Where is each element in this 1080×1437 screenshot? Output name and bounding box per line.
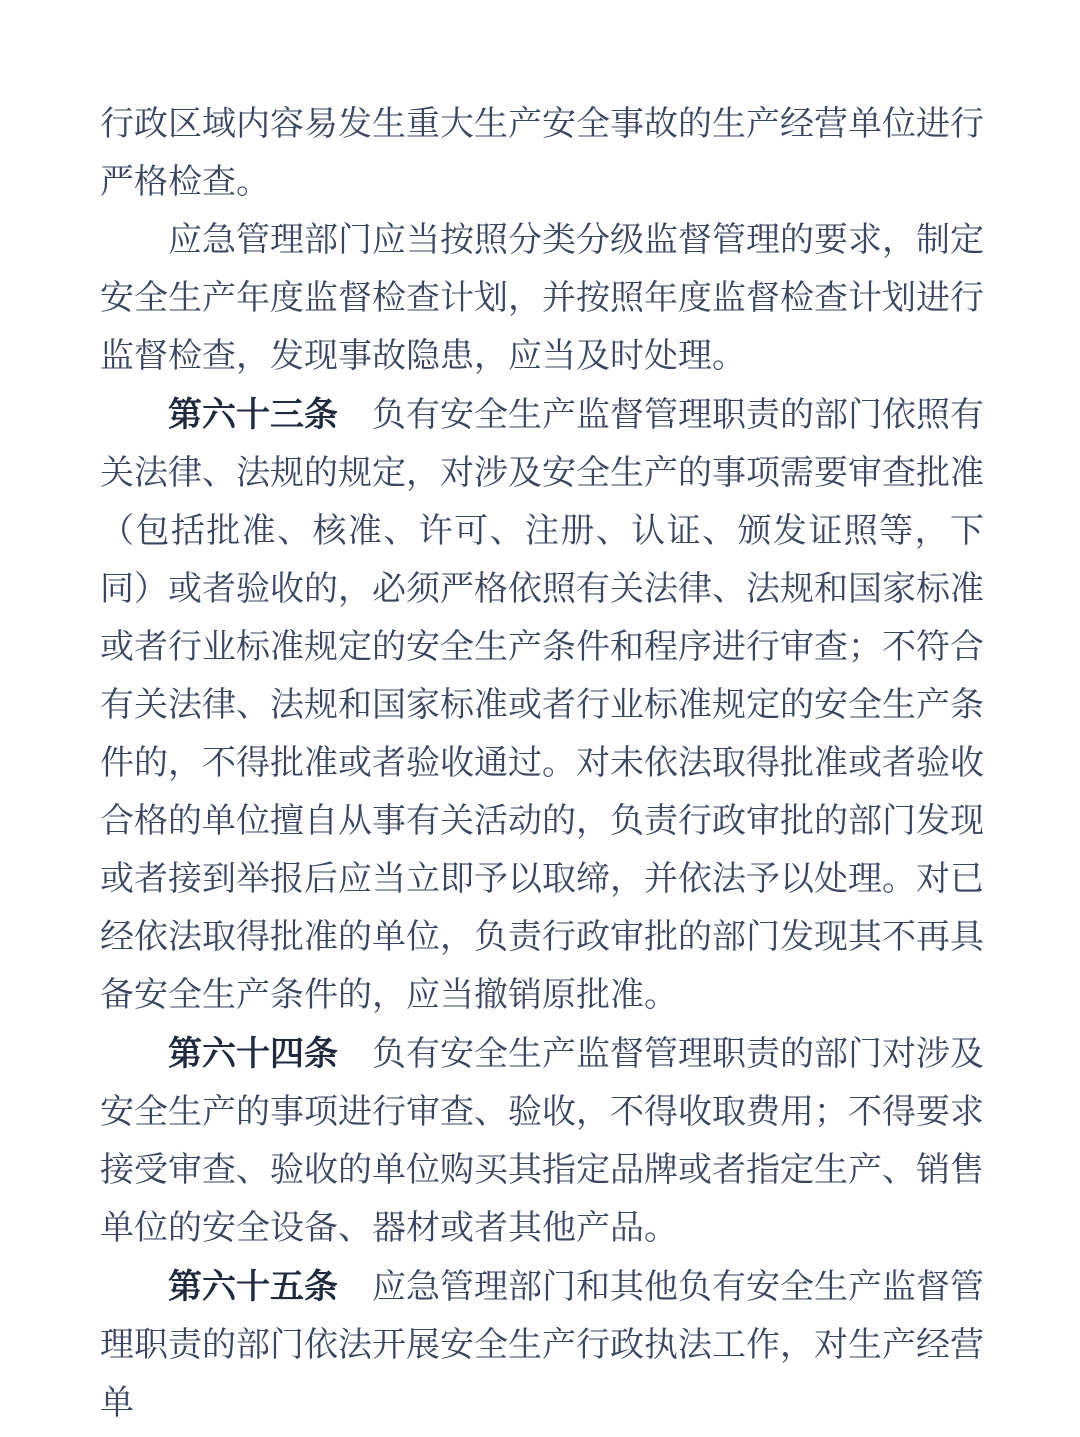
paragraph-5 <box>100 1258 984 1433</box>
article-number: 第六十五条 <box>168 1268 338 1306</box>
paragraph-3 <box>100 386 984 1025</box>
text-run: 应急管理部门应当按照分类分级监督管理的要求，制定安全生产年度监督检查计划，并按照年度监督检查计划进行监督检查，发现事故隐患，应当及时处理。 <box>100 222 984 375</box>
document-body <box>100 96 984 1433</box>
paragraph-1 <box>100 96 984 212</box>
article-number: 第六十三条 <box>168 396 338 434</box>
article-number: 第六十四条 <box>168 1035 338 1073</box>
text-run: 负有安全生产监督管理职责的部门对涉及安全生产的事项进行审查、验收，不得收取费用；不得要求接受审查、验收的单位购买其指定品牌或者指定生产、销售单位的安全设备、器材或者其他产品。 <box>100 1036 984 1247</box>
paragraph-2 <box>100 212 984 386</box>
text-run: 应急管理部门和其他负有安全生产监督管理职责的部门依法开展安全生产行政执法工作，对生产经营单 <box>100 1269 984 1422</box>
text-run: 负有安全生产监督管理职责的部门依照有关法律、法规的规定，对涉及安全生产的事项需要审查批准（包括批准、核准、许可、注册、认证、颁发证照等，下同）或者验收的，必须严格依照有关法律、法规和国家标准或者行业标准规定的安全生产条件和程序进行审查；不符合有关法律、法规和国家标准或者行业标准规定的安全生产条件的，不得批准或者验收通过。对未依法取得批准或者验收合格的单位擅自从事有关活动的，负责行政审批的部门发现或者接到举报后应当立即予以取缔，并依法予以处理。对已经依法取得批准的单位，负责行政审批的部门发现其不再具备安全生产条件的，应当撤销原批准。 <box>100 397 984 1014</box>
paragraph-4 <box>100 1025 984 1258</box>
text-run: 行政区域内容易发生重大生产安全事故的生产经营单位进行严格检查。 <box>100 106 984 201</box>
